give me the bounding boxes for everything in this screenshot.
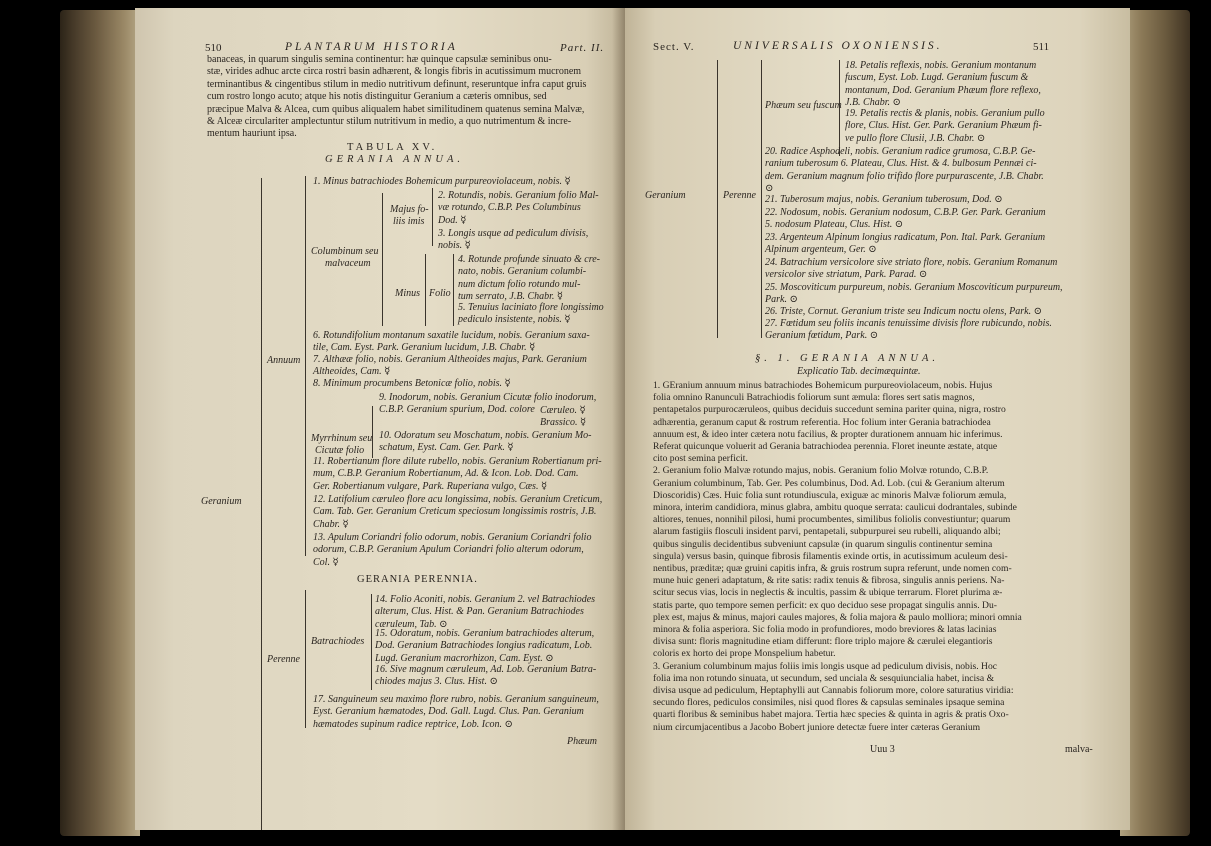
right-catchword: malva- <box>1065 744 1093 755</box>
entry-22-line: 5. nodosum Plateau, Clus. Hist. ⊙ <box>765 219 904 231</box>
body-line: mune huic generi adaptatum, & rite satis: radix tenuis & fibrosa, singulis annis periens. Na- <box>653 575 1005 587</box>
entry-21-line: 21. Tuberosum majus, nobis. Geranium tuberosum, Dod. ⊙ <box>765 194 1003 205</box>
entry-2-line: Dod. ☿ <box>438 214 467 226</box>
myrrhinum-label-2: Cicutæ folio <box>315 445 365 456</box>
intro-line: cum rostro longo acuto; atque his notis distinguitur Geranium a cæteris omnibus, sed <box>207 91 547 103</box>
body-line: pentapetalos purpurocæruleos, quibus deciduis succedunt semina pariter quina, nigra, rostro <box>653 404 1006 416</box>
entry-4-line: nato, nobis. Geranium columbi- <box>458 266 587 278</box>
body-line: divisa usque ad pediculum, Heptaphylli aut Cannabis foliorum more, colore saturatius viridia: <box>653 685 1014 697</box>
entry-9-color-brassico: Brassico. ☿ <box>540 417 587 428</box>
perenne-label: Perenne <box>267 654 300 665</box>
entry-17-line: 17. Sanguineum seu maximo flore rubro, nobis. Geranium sanguineum, <box>313 694 599 705</box>
entry-18-line: J.B. Chabr. ⊙ <box>845 97 901 109</box>
intro-line: terminantibus & cingentibus stilum in medio nutritivum definunt, reseruntque infra caput gruis <box>207 78 587 90</box>
entry-15 <box>375 628 594 665</box>
entry-2 <box>438 190 599 227</box>
intro-line: stæ, virides adhuc arcte circa rostri basin adhærent, & longis fibris in acutissimum mucronem <box>207 66 582 78</box>
majus-label-1: Majus fo- <box>390 204 429 215</box>
body-line: 2. Geranium folio Malvæ rotundo majus, nobis. Geranium folio Molvæ rotundo, C.B.P. <box>653 465 989 477</box>
entry-2-line: 2. Rotundis, nobis. Geranium folio Mal- <box>438 190 599 201</box>
entry-13 <box>313 532 591 569</box>
myrrhinum-label-1: Myrrhinum seu <box>311 433 373 444</box>
entry-19-line: ve pullo flore Clusii, J.B. Chabr. ⊙ <box>845 132 986 144</box>
entry-5-line: pediculo insistente, nobis. ☿ <box>458 314 571 326</box>
table-subtitle: GERANIA ANNUA. <box>325 154 465 165</box>
entry-10-line: schatum, Eyst. Cam. Ger. Park. ☿ <box>379 442 514 454</box>
entry-19-line: 19. Petalis rectis & planis, nobis. Geranium pullo <box>845 108 1045 119</box>
columbinum-label-1: Columbinum seu <box>311 246 379 257</box>
entry-8 <box>313 378 511 390</box>
entry-11-line: Ger. Robertianum vulgare, Park. Ruperiana vulgo, Cæs. ☿ <box>313 480 548 492</box>
entry-6-line: 6. Rotundifolium montanum saxatile lucidum, nobis. Geranium saxa- <box>313 330 590 341</box>
majus-label-2: liis imis <box>393 216 425 227</box>
right-perenne-label: Perenne <box>723 190 756 201</box>
entry-26-line: 26. Triste, Cornut. Geranium triste seu Indicum noctu olens, Park. ⊙ <box>765 306 1042 317</box>
entry-14-line: alterum, Clus. Hist. & Pan. Geranium Batrachiodes <box>375 606 584 618</box>
entry-18-line: montanum, Dod. Geranium Phæum flore reflexo, <box>845 84 1041 96</box>
entry-6-line: tile, Cam. Eyst. Park. Geranium lucidum, J.B. Chabr. ☿ <box>313 342 536 354</box>
entry-25 <box>765 282 1063 307</box>
body-line: plex est, majus & minus, majori caules majores, & folia majora & paulo molliora; minori omnia <box>653 611 1022 623</box>
minus-brace <box>425 254 426 326</box>
intro-line: banaceas, in quarum singulis semina continentur: hæ quinque capsulæ seminibus onu- <box>207 54 552 65</box>
body-line: quarti floribus & seminibus habet majora. Tertia hæc species & quinta in agris & pratis Oxo- <box>653 709 1009 721</box>
entry-4-line: 4. Rotunde profunde sinuato & cre- <box>458 254 601 265</box>
folio-brace <box>453 254 454 326</box>
intro-line: & Alceæ circulariter amplectuntur stilum nutritivum in medio, a quo nutrimentum & incre- <box>207 116 572 128</box>
right-page-number: 511 <box>1033 41 1050 53</box>
entry-6 <box>313 330 590 355</box>
entry-3-line: nobis. ☿ <box>438 240 471 252</box>
entry-27-line: 27. Fœtidum seu foliis incanis tenuissime divisis flore rubicundo, nobis. <box>765 318 1052 329</box>
entry-10 <box>379 430 592 455</box>
entry-15-line: Dod. Geranium Batrachiodes longius radicatum, Lob. <box>375 640 593 652</box>
left-page-edges <box>60 10 140 836</box>
entry-17-line: hæmatodes supinum radice reptrice, Lob. Icon. ⊙ <box>313 718 513 730</box>
entry-9-line: 9. Inodorum, nobis. Geranium Cicutæ folio inodorum, <box>379 392 597 403</box>
intro-line: mentum hauriunt ipsa. <box>207 128 297 140</box>
entry-25-line: 25. Moscoviticum purpureum, nobis. Geranium Moscoviticum purpureum, <box>765 282 1063 293</box>
body-line: folia omnino Ranunculi Batrachiodis foliorum sunt æmula: flores sert satis magnos, <box>653 392 975 404</box>
perenne-brace <box>305 590 306 728</box>
entry-20-line: 20. Radice Asphodeli, nobis. Geranium radice grumosa, C.B.P. Ge- <box>765 146 1036 157</box>
body-line: altiores, tenues, nonnihil pilosi, humi procumbentes, similibus foliolis convestiuntur; quarum <box>653 514 1011 526</box>
batrachiodes-label: Batrachiodes <box>311 636 365 647</box>
entry-13-line: odorum, C.B.P. Geranium Apulum Coriandri folio alterum odorum, <box>313 544 584 556</box>
entry-24-line: versicolor sive striatum, Park. Parad. ⊙ <box>765 269 928 281</box>
entry-12-line: 12. Latifolium cæruleo flore acu longissima, nobis. Geranium Creticum, <box>313 494 603 505</box>
entry-10-line: 10. Odoratum seu Moschatum, nobis. Geranium Mo- <box>379 430 592 441</box>
annuum-brace <box>305 176 306 556</box>
left-page-number: 510 <box>205 42 222 54</box>
entry-17-line: Eyst. Geranium hæmatodes, Dod. Gall. Lugd. Clus. Pan. Geranium <box>313 706 584 718</box>
body-line: adhærentia, geranum caput & rostrum referentia. Hoc folium inter Gerania batrachiodea <box>653 416 991 428</box>
entry-9-line: C.B.P. Geranium spurium, Dod. colore <box>379 404 535 416</box>
entry-19 <box>845 108 1045 145</box>
entry-13-line: 13. Apulum Coriandri folio odorum, nobis. Geranium Coriandri folio <box>313 532 592 543</box>
phaeum-brace <box>839 60 840 156</box>
entry-14 <box>375 594 595 631</box>
entry-3-line: 3. Longis usque ad pediculum divisis, <box>438 228 589 239</box>
entry-1 <box>313 176 571 188</box>
entry-24 <box>765 257 1057 282</box>
body-line: folia ima non rotundo sinuata, ut secundum, sed unciala & sesquiuncialia habet, incisa & <box>653 672 995 684</box>
entry-22 <box>765 207 1046 232</box>
entry-18 <box>845 60 1041 110</box>
entry-17 <box>313 694 599 731</box>
entry-25-line: Park. ⊙ <box>765 294 798 306</box>
entry-16 <box>375 664 596 689</box>
right-genus-brace <box>717 60 718 338</box>
perennia-title: GERANIA PERENNIA. <box>357 574 478 585</box>
body-line: minora & folia asperiora. Sic folia modo in profundiores, modo breviores & latas lacinias <box>653 624 997 636</box>
body-line: divisa sunt: floris magnitudine etiam differunt: flore triplo majore & cærulei elegantioris <box>653 636 993 648</box>
entry-12 <box>313 494 602 531</box>
entry-2-line: væ rotundo, C.B.P. Pes Columbinus <box>438 202 581 214</box>
entry-20-line: dem. Geranium magnum folio trifido flore purpurascente, J.B. Chabr. <box>765 170 1044 182</box>
entry-22-line: 22. Nodosum, nobis. Geranium nodosum, C.B.P. Ger. Park. Geranium <box>765 207 1046 218</box>
body-line: annuum est, & ideo inter cætera notu facilius, & propter durationem annuam hic inferimus. <box>653 428 1003 440</box>
right-body-text <box>653 380 1022 734</box>
genus-brace <box>261 178 262 830</box>
entry-21 <box>765 194 1003 206</box>
entry-19-line: flore, Clus. Hist. Ger. Park. Geranium Phæum fi- <box>845 120 1042 132</box>
entry-18-line: 18. Petalis reflexis, nobis. Geranium montanum <box>845 60 1037 71</box>
body-line: minora, interim candidiora, minus glabra, ambitu quoque serrata: caulicui dodrantales, subinde <box>653 502 1017 514</box>
entry-11 <box>313 456 602 493</box>
entry-20 <box>765 146 1044 196</box>
body-line: cito post semina perficit. <box>653 453 748 465</box>
entry-7-line: 7. Althææ folio, nobis. Geranium Altheoides majus, Park. Geranium <box>313 354 587 365</box>
section-heading: §. 1. GERANIA ANNUA. <box>755 353 940 364</box>
majus-brace <box>432 188 433 246</box>
body-line: 1. GEranium annuum minus batrachiodes Bohemicum purpureoviolaceum, nobis. Hujus <box>653 380 993 391</box>
left-intro-paragraph <box>207 54 586 141</box>
entry-4-line: num dictum folio rotundo mul- <box>458 278 581 290</box>
entry-7 <box>313 354 587 379</box>
entry-16-line: chiodes majus 3. Clus. Hist. ⊙ <box>375 676 498 688</box>
entry-15-line: 15. Odoratum, nobis. Geranium batrachiodes alterum, <box>375 628 595 639</box>
entry-8-line: 8. Minimum procumbens Betonicæ folio, nobis. ☿ <box>313 378 511 389</box>
entry-20-line: ⊙ <box>765 183 774 195</box>
body-line: scitur secus vias, locis in neglectis & incultis, passim & ubique terrarum. Floret plurima æ- <box>653 587 1003 599</box>
body-line: quibus singulis decidentibus subveniunt capsulæ (in quarum singulis continentur semina <box>653 538 993 550</box>
entry-11-line: mum, C.B.P. Geranium Robertianum, Ad. & Icon. Lob. Dod. Cam. <box>313 468 579 480</box>
batrachiodes-brace <box>371 594 372 690</box>
entry-4-line: tum serrato, J.B. Chabr. ☿ <box>458 291 564 303</box>
right-page-edges <box>1120 10 1190 836</box>
entry-24-line: 24. Batrachium versicolore sive striato flore, nobis. Geranium Romanum <box>765 257 1058 268</box>
entry-23 <box>765 232 1045 257</box>
right-genus-label: Geranium <box>645 190 686 201</box>
entry-20-line: ranium tuberosum 6. Plateau, Clus. Hist. & 4. bulbosum Pennæi ci- <box>765 158 1037 170</box>
entry-12-line: Chabr. ☿ <box>313 518 349 530</box>
table-title: TABULA XV. <box>347 142 438 153</box>
entry-16-line: 16. Sive magnum cæruleum, Ad. Lob. Geranium Batra- <box>375 664 597 675</box>
entry-15-line: Lugd. Geranium macrorhizon, Cam. Eyst. ⊙ <box>375 652 554 664</box>
entry-14-line: cæruleum, Tab. ⊙ <box>375 618 448 630</box>
body-line: 3. Geranium columbinum majus foliis imis longis usque ad pediculum divisis, nobis. Hoc <box>653 660 998 672</box>
right-running-title: UNIVERSALIS OXONIENSIS. <box>733 40 943 52</box>
left-running-title: PLANTARUM HISTORIA <box>285 41 458 53</box>
right-page <box>625 8 1130 830</box>
entry-4 <box>458 254 600 304</box>
genus-label: Geranium <box>201 496 242 507</box>
section-subheading: Explicatio Tab. decimæquintæ. <box>797 366 921 377</box>
right-section-label: Sect. V. <box>653 41 695 53</box>
entry-27-line: Geranium fœtidum, Park. ⊙ <box>765 330 879 342</box>
body-line: singula) versus basin, quinque fibrosis filamentis exinde ortis, in acutissimum aculeum desi- <box>653 550 1008 562</box>
body-line: coloris ex horto dei prope Monspelium habetur. <box>653 648 836 660</box>
entry-23-line: 23. Argenteum Alpinum longius radicatum, Pon. Ital. Park. Geranium <box>765 232 1046 243</box>
left-catchword: Phæum <box>567 736 597 747</box>
entry-9-color-caeruleo: Cæruleo. ☿ <box>540 405 586 416</box>
myrrhinum-brace <box>372 406 373 458</box>
phaeum-label: Phæum seu fuscum <box>765 100 842 111</box>
folio-label: Folio <box>429 288 451 299</box>
entry-7-line: Altheoides, Cam. ☿ <box>313 366 391 378</box>
body-line: alarum fastigiis flosculi insident parvi, pentapetali, subpurpurei seu rubelli, aliquando albi; <box>653 526 1001 538</box>
entry-13-line: Col. ☿ <box>313 556 339 568</box>
body-line: Geranium columbinum, Tab. Ger. Pes columbinus, Dod. Ad. Lob. (cui & Geranium alterum <box>653 477 1005 489</box>
entry-1-line: 1. Minus batrachiodes Bohemicum purpureoviolaceum, nobis. ☿ <box>313 176 571 187</box>
entry-12-line: Cam. Tab. Ger. Geranium Creticum speciosum longissimis rostris, J.B. <box>313 506 597 518</box>
body-line: statis parte, quo tempore semen perficit: ex quo deciduo sese propagat singulis annis. Du- <box>653 599 997 611</box>
columbinum-brace <box>382 193 383 326</box>
left-page <box>135 8 625 830</box>
entry-18-line: fuscum, Eyst. Lob. Lugd. Geranium fuscum & <box>845 72 1029 84</box>
entry-14-line: 14. Folio Aconiti, nobis. Geranium 2. vel Batrachiodes <box>375 594 596 605</box>
annuum-label: Annuum <box>267 355 301 366</box>
entry-11-line: 11. Robertianum flore dilute rubello, nobis. Geranium Robertianum pri- <box>313 456 602 467</box>
body-line: nentibus, præditæ; quæ gruini capitis infra, & gruis rostrum supra referunt, unde nomen com- <box>653 563 1012 575</box>
minus-label: Minus <box>395 288 420 299</box>
entry-26 <box>765 306 1042 318</box>
body-line: Referat quicunque voluerit ad Gerania batrachiodea perennia. Floret ineunte æstate, atque <box>653 441 998 453</box>
body-line: nium circumjacentibus a Jacobo Bobert juniore detectæ fuere inter cæteras Geranium <box>653 721 981 733</box>
entry-23-line: Alpinum argenteum, Ger. ⊙ <box>765 244 877 256</box>
entry-5 <box>458 302 604 327</box>
body-line: secundo flores, pediculos consimiles, nisi quod flores & capsulas seminales ipsaque semina <box>653 697 1005 709</box>
entry-5-line: 5. Tenuius laciniato flore longissimo <box>458 302 604 313</box>
body-line: Dioscoridis) Cæs. Huic folia sunt rotundiuscula, exiguæ ac minoris Malvæ foliorum æmula, <box>653 489 1007 501</box>
columbinum-label-2: malvaceum <box>325 258 371 269</box>
entry-27 <box>765 318 1052 343</box>
entry-3 <box>438 228 588 253</box>
right-perenne-brace <box>761 60 762 338</box>
left-part-label: Part. II. <box>560 42 605 54</box>
signature-mark: Uuu 3 <box>870 744 895 755</box>
intro-line: præcipue Malva & Alcea, cum quibus aliqualem habet similitudinem quatenus semina Malvæ, <box>207 103 585 115</box>
